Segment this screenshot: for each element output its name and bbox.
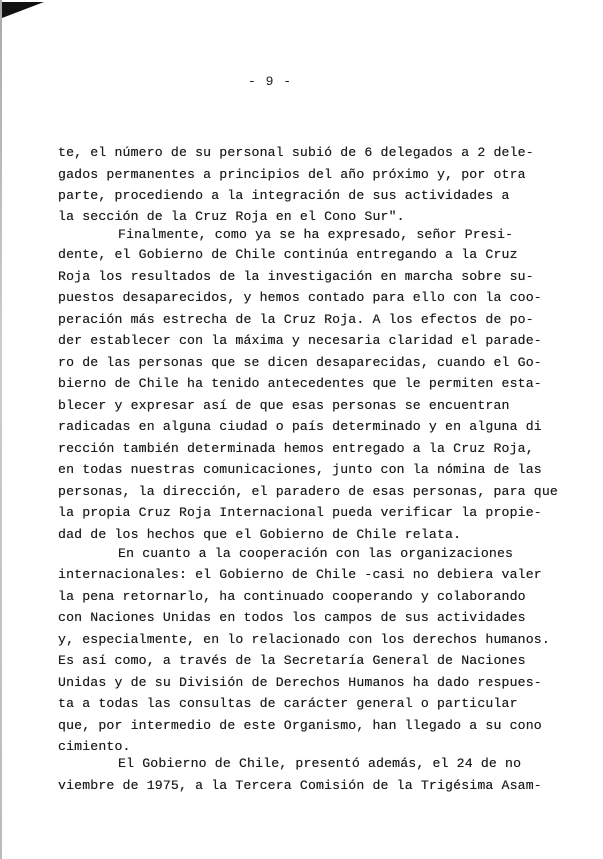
text-line: la pena retornarlo, ha continuado cooperando y colaborando [58,589,526,604]
text-line: y, especialmente, en lo relacionado con los derechos humanos. [58,632,550,647]
text-line: ta a todas las consultas de carácter general o particular [58,696,518,711]
text-line: que, por intermedio de este Organismo, han llegado a su cono [58,718,542,733]
text-line: Es así como, a través de la Secretaría General de Naciones [58,653,526,668]
text-line: gados permanentes a principios del año próximo y, por otra [58,167,526,182]
text-line: radicadas en alguna ciudad o país determinado y en alguna di [58,419,542,434]
text-line: internacionales: el Gobierno de Chile -casi no debiera valer [58,567,542,582]
text-line: El Gobierno de Chile, presentó además, el 24 de no [118,756,522,771]
page-number: - 9 - [247,74,292,89]
text-line: viembre de 1975, a la Tercera Comisión de la Trigésima Asam- [58,778,542,793]
text-line: blecer y expresar así de que esas personas se encuentran [58,398,510,413]
text-line: cimiento. [58,739,131,754]
text-line: Roja los resultados de la investigación en marcha sobre su- [58,269,534,284]
text-line: peración más estrecha de la Cruz Roja. A los efectos de po- [58,312,534,327]
text-line: bierno de Chile ha tenido antecedentes que le permiten esta- [58,376,542,391]
text-line: en todas nuestras comunicaciones, junto con la nómina de las [58,462,542,477]
text-line: la sección de la Cruz Roja en el Cono Sur". [58,209,405,224]
scan-edge-shadow [0,0,2,859]
text-line: En cuanto a la cooperación con las organizaciones [118,546,514,561]
text-line: Unidas y de su División de Derechos Humanos ha dado respues- [58,675,542,690]
text-line: puestos desaparecidos, y hemos contado para ello con la coo- [58,290,542,305]
text-line: ro de las personas que se dicen desaparecidas, cuando el Go- [58,355,542,370]
corner-black-mark [2,2,44,18]
text-line: parte, procediendo a la integración de sus actividades a [58,188,510,203]
text-line: te, el número de su personal subió de 6 delegados a 2 dele- [58,145,534,160]
text-line: Finalmente, como ya se ha expresado, señor Presi- [118,227,514,242]
text-line: dente, el Gobierno de Chile continúa entregando a la Cruz [58,247,518,262]
text-line: la propia Cruz Roja Internacional pueda verificar la propie- [58,505,542,520]
text-line: rección también determinada hemos entregado a la Cruz Roja, [58,441,534,456]
text-line: personas, la dirección, el paradero de esas personas, para que [58,484,558,499]
text-line: der establecer con la máxima y necesaria claridad el parade- [58,333,542,348]
text-line: con Naciones Unidas en todos los campos de sus actividades [58,610,526,625]
text-line: dad de los hechos que el Gobierno de Chile relata. [58,527,462,542]
